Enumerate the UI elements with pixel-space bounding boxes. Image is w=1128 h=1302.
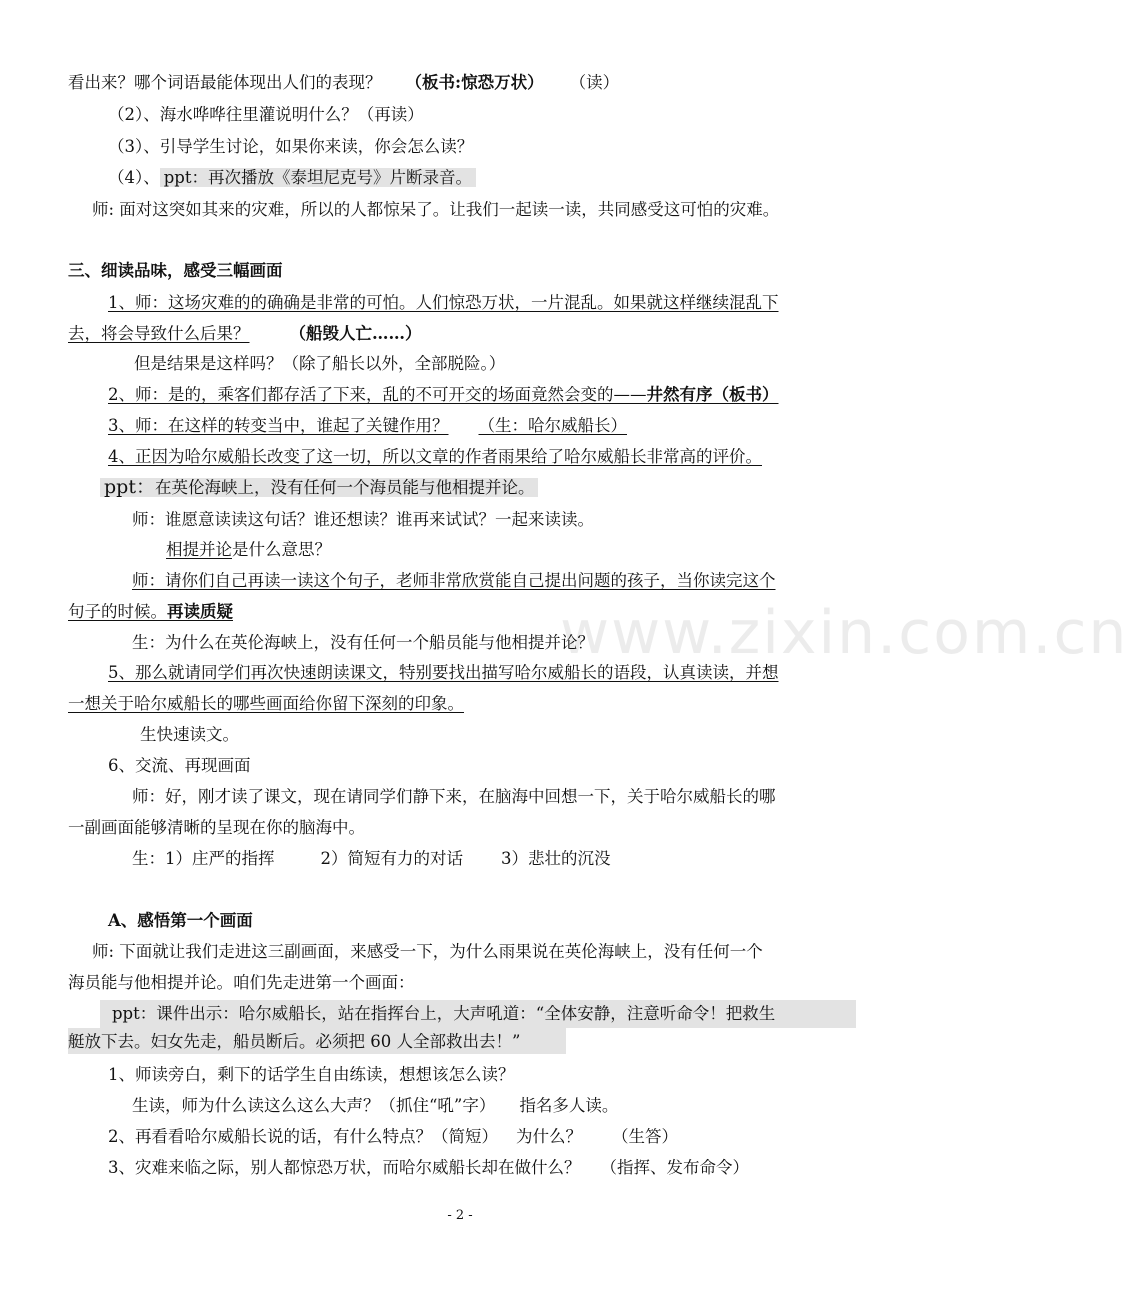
text: 在英伦海峡上，没有任何一个海员能与他相提并论。 [154, 478, 535, 497]
text: （4）、 [108, 168, 160, 187]
line-10 [108, 384, 779, 406]
ppt-highlight [100, 478, 538, 497]
line-25 [132, 848, 611, 870]
line-5: 师: 面对这突如其来的灾难，所以的人都惊呆了。让我们一起读一读，共同感受这可怕的灾难。 [92, 200, 780, 219]
line-29: ppt：课件出示：哈尔威船长，站在指挥台上，大声吼道：“全体安静，注意听命令！把救生 [112, 1004, 776, 1023]
text: 2、再看看哈尔威船长说的话，有什么特点？（简短） [108, 1127, 498, 1146]
text: 2、师：是的，乘客们都存活了下来，乱的不可开交的场面竟然会变的—— [108, 385, 647, 404]
line-15 [166, 539, 331, 561]
text: 是什么意思？ [232, 540, 331, 559]
text: 去，将会导致什么后果？ [68, 324, 250, 343]
line-19: 5、那么就请同学们再次快速朗读课文，特别要找出描写哈尔威船长的语段，认真读读，并想 [108, 663, 779, 682]
text: 生读，师为什么读这么这么大声？（抓住“吼”字） [132, 1096, 496, 1115]
line-18: 生：为什么在英伦海峡上，没有任何一个船员能与他相提并论？ [132, 633, 594, 652]
line-21: 生快速读文。 [140, 725, 239, 744]
text: 指名多人读。 [519, 1096, 619, 1115]
text: 3）悲壮的沉没 [501, 849, 611, 868]
line-2: （2）、海水哗哗往里灌说明什么？（再读） [108, 105, 424, 124]
text: （指挥、发布命令） [600, 1158, 749, 1177]
line-33 [108, 1126, 678, 1148]
instruction: 再读质疑 [167, 602, 233, 621]
text: 3、师：在这样的转变当中，谁起了关键作用？ [108, 416, 449, 435]
line-28: 海员能与他相提并论。咱们先走进第一个画面： [68, 973, 415, 992]
line-14: 师：谁愿意读读这句话？谁还想读？谁再来试试？一起来读读。 [132, 510, 594, 529]
line-8 [68, 323, 422, 345]
line-34 [108, 1157, 749, 1179]
text: （生：哈尔威船长） [478, 416, 627, 435]
ppt-label: ppt： [104, 476, 155, 498]
blackboard-note: 井然有序（板书） [646, 385, 779, 404]
line-23: 师：好，刚才读了课文，现在请同学们静下来，在脑海中回想一下，关于哈尔威船长的哪 [132, 787, 776, 806]
line-9: 但是结果是这样吗？（除了船长以外，全部脱险。） [134, 354, 506, 373]
blackboard-note: （板书:惊恐万状） [405, 73, 544, 92]
line-13 [100, 476, 538, 500]
text: 2）简短有力的对话 [320, 849, 463, 868]
page-number: - 2 - [447, 1208, 473, 1223]
line-1 [68, 72, 619, 94]
line-12: 4、正因为哈尔威船长改变了这一切，所以文章的作者雨果给了哈尔威船长非常高的评价。 [108, 447, 762, 466]
ppt-highlight: ppt：再次播放《泰坦尼克号》片断录音。 [160, 168, 476, 187]
text: （生答） [612, 1127, 678, 1146]
line-3: （3）、引导学生讨论，如果你来读，你会怎么读？ [108, 137, 474, 156]
section-heading-3: 三、细读品味，感受三幅画面 [68, 261, 283, 280]
blackboard-note: （船毁人亡……） [289, 324, 422, 343]
line-16: 师：请你们自己再读一读这个句子，老师非常欣赏能自己提出问题的孩子，当你读完这个 [132, 571, 776, 590]
text: 句子的时候。 [68, 602, 167, 621]
line-27: 师: 下面就让我们走进这三副画面，来感受一下，为什么雨果说在英伦海峡上，没有任何一个 [92, 942, 763, 961]
text: 生：1）庄严的指挥 [132, 849, 275, 868]
line-32 [132, 1095, 618, 1117]
line-17 [68, 601, 233, 623]
section-heading-a: A、感悟第一个画面 [108, 911, 253, 930]
line-11 [108, 415, 627, 437]
text: 看出来？哪个词语最能体现出人们的表现？ [68, 73, 382, 92]
text: 3、灾难来临之际，别人都惊恐万状，而哈尔威船长却在做什么？ [108, 1158, 581, 1177]
term: 相提并论 [166, 540, 232, 559]
watermark: www.zixin.com.cn [560, 598, 1128, 668]
line-22: 6、交流、再现画面 [108, 756, 251, 775]
line-24: 一副画面能够清晰的呈现在你的脑海中。 [68, 818, 365, 837]
line-20: 一想关于哈尔威船长的哪些画面给你留下深刻的印象。 [68, 694, 464, 713]
line-4 [108, 167, 476, 189]
line-30: 艇放下去。妇女先走，船员断后。必须把 60 人全部救出去！” [68, 1032, 521, 1051]
text: 为什么？ [516, 1127, 582, 1146]
text: （读） [569, 73, 620, 92]
line-7: 1、师：这场灾难的的确确是非常的可怕。人们惊恐万状，一片混乱。如果就这样继续混乱下 [108, 293, 779, 312]
line-31: 1、师读旁白，剩下的话学生自由练读，想想该怎么读？ [108, 1065, 515, 1084]
